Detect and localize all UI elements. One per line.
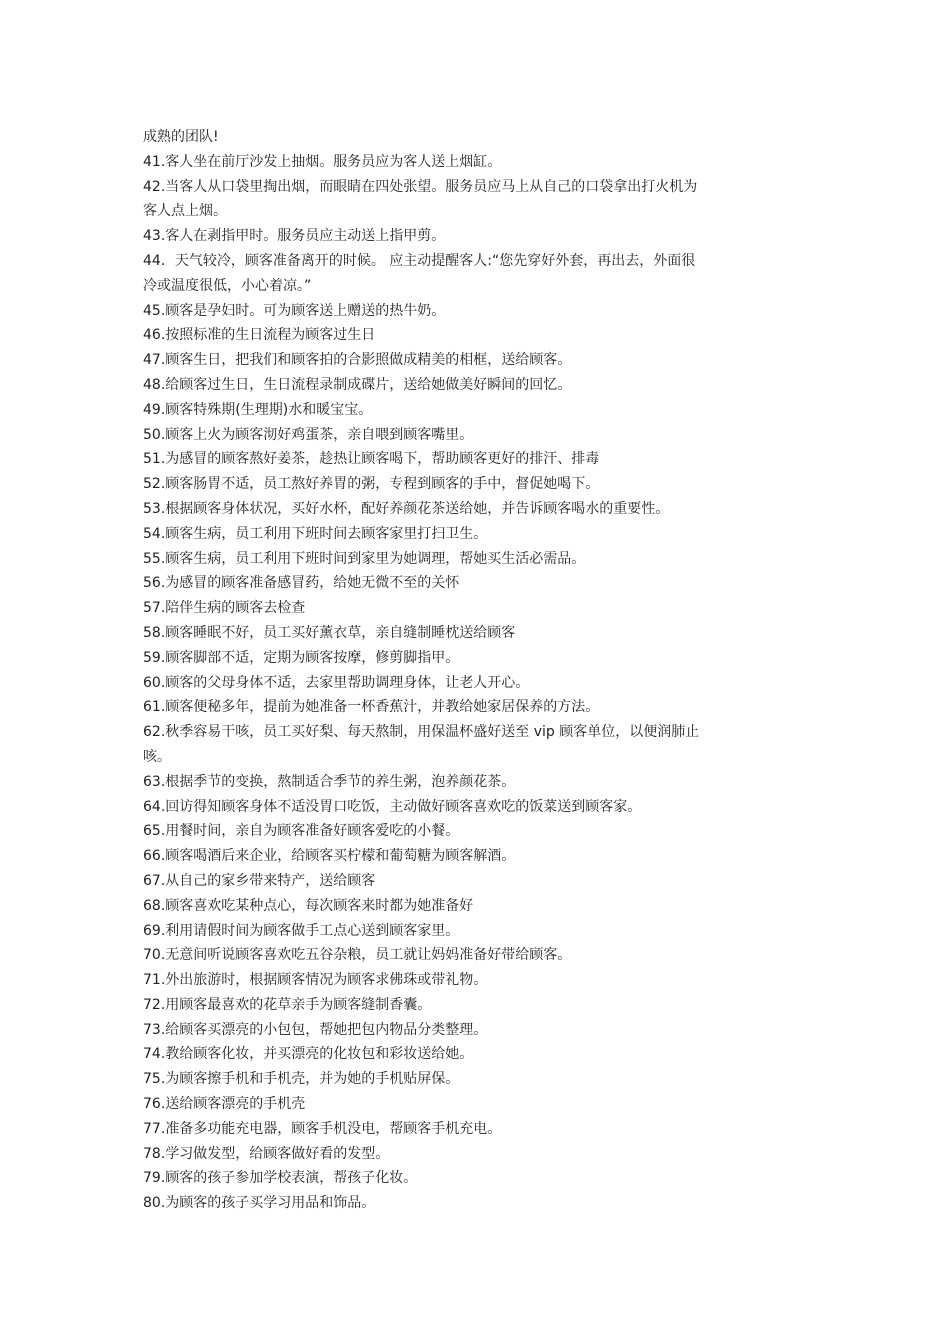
text-line: 44．天气较冷，顾客准备离开的时候。 应主动提醒客人:“您先穿好外套，再出去，外面很 (143, 252, 696, 269)
text-line: 67.从自己的家乡带来特产，送给顾客 (143, 872, 376, 889)
text-line: 78.学习做发型，给顾客做好看的发型。 (143, 1145, 390, 1162)
text-line: 63.根据季节的变换，熬制适合季节的养生粥，泡养颜花茶。 (143, 773, 516, 790)
text-line: 65.用餐时间，亲自为顾客准备好顾客爱吃的小餐。 (143, 823, 460, 840)
text-line: 45.顾客是孕妇时。可为顾客送上赠送的热牛奶。 (143, 302, 446, 319)
text-line: 62.秋季容易干咳，员工买好梨、每天熬制，用保温杯盛好送至 vip 顾客单位，以便润肺止 (143, 724, 700, 741)
text-line: 客人点上烟。 (143, 203, 227, 220)
text-line: 75.为顾客擦手机和手机壳，并为她的手机贴屏保。 (143, 1071, 460, 1088)
text-line: 55.顾客生病，员工利用下班时间到家里为她调理，帮她买生活必需品。 (143, 550, 586, 567)
text-line: 79.顾客的孩子参加学校表演，帮孩子化妆。 (143, 1170, 418, 1187)
text-line: 77.准备多功能充电器，顾客手机没电，帮顾客手机充电。 (143, 1120, 502, 1137)
text-line: 52.顾客肠胃不适，员工熬好养胃的粥，专程到顾客的手中，督促她喝下。 (143, 476, 600, 493)
text-line: 47.顾客生日，把我们和顾客拍的合影照做成精美的相框，送给顾客。 (143, 352, 572, 369)
text-line: 61.顾客便秘多年，提前为她准备一杯香蕉汁，并教给她家居保养的方法。 (143, 699, 600, 716)
text-line: 74.教给顾客化妆，并买漂亮的化妆包和彩妆送给她。 (143, 1046, 474, 1063)
text-line: 58.顾客睡眠不好，员工买好薰衣草，亲自缝制睡枕送给顾客 (143, 624, 516, 641)
text-line: 80.为顾客的孩子买学习用品和饰品。 (143, 1195, 376, 1212)
text-line: 54.顾客生病，员工利用下班时间去顾客家里打扫卫生。 (143, 525, 488, 542)
text-line: 69.利用请假时间为顾客做手工点心送到顾客家里。 (143, 922, 460, 939)
text-line: 咳。 (143, 748, 171, 765)
text-line: 73.给顾客买漂亮的小包包，帮她把包内物品分类整理。 (143, 1021, 488, 1038)
text-line: 50.顾客上火为顾客沏好鸡蛋茶，亲自喂到顾客嘴里。 (143, 426, 474, 443)
text-line: 56.为感冒的顾客准备感冒药，给她无微不至的关怀 (143, 575, 460, 592)
text-line: 43.客人在剥指甲时。服务员应主动送上指甲剪。 (143, 228, 446, 245)
text-line: 53.根据顾客身体状况，买好水杯，配好养颜花茶送给她，并告诉顾客喝水的重要性。 (143, 500, 670, 517)
text-line: 66.顾客喝酒后来企业，给顾客买柠檬和葡萄糖为顾客解酒。 (143, 848, 516, 865)
text-line: 68.顾客喜欢吃某种点心，每次顾客来时都为她准备好 (143, 897, 474, 914)
text-line: 41.客人坐在前厅沙发上抽烟。服务员应为客人送上烟缸。 (143, 153, 502, 170)
text-line: 成熟的团队! (143, 129, 219, 145)
text-line: 57.陪伴生病的顾客去检查 (143, 600, 306, 617)
text-line: 59.顾客脚部不适，定期为顾客按摩，修剪脚指甲。 (143, 649, 460, 666)
text-line: 42.当客人从口袋里掏出烟，而眼睛在四处张望。服务员应马上从自己的口袋拿出打火机为 (143, 178, 698, 195)
text-line: 48.给顾客过生日，生日流程录制成碟片，送给她做美好瞬间的回忆。 (143, 376, 572, 393)
text-line: 冷或温度很低，小心着凉。” (143, 277, 312, 294)
text-line: 64.回访得知顾客身体不适没胃口吃饭，主动做好顾客喜欢吃的饭菜送到顾客家。 (143, 798, 642, 815)
text-line: 76.送给顾客漂亮的手机壳 (143, 1096, 306, 1113)
text-line: 70.无意间听说顾客喜欢吃五谷杂粮，员工就让妈妈准备好带给顾客。 (143, 947, 572, 964)
text-line: 51.为感冒的顾客熬好姜茶，趁热让顾客喝下，帮助顾客更好的排汗、排毒 (143, 451, 600, 468)
text-line: 71.外出旅游时，根据顾客情况为顾客求佛珠或带礼物。 (143, 972, 488, 989)
document-body (143, 125, 813, 1216)
text-line: 72.用顾客最喜欢的花草亲手为顾客缝制香囊。 (143, 996, 432, 1013)
text-line: 49.顾客特殊期(生理期)水和暖宝宝。 (143, 401, 373, 418)
text-line: 60.顾客的父母身体不适，去家里帮助调理身体，让老人开心。 (143, 674, 530, 691)
text-line: 46.按照标准的生日流程为顾客过生日 (143, 327, 376, 344)
